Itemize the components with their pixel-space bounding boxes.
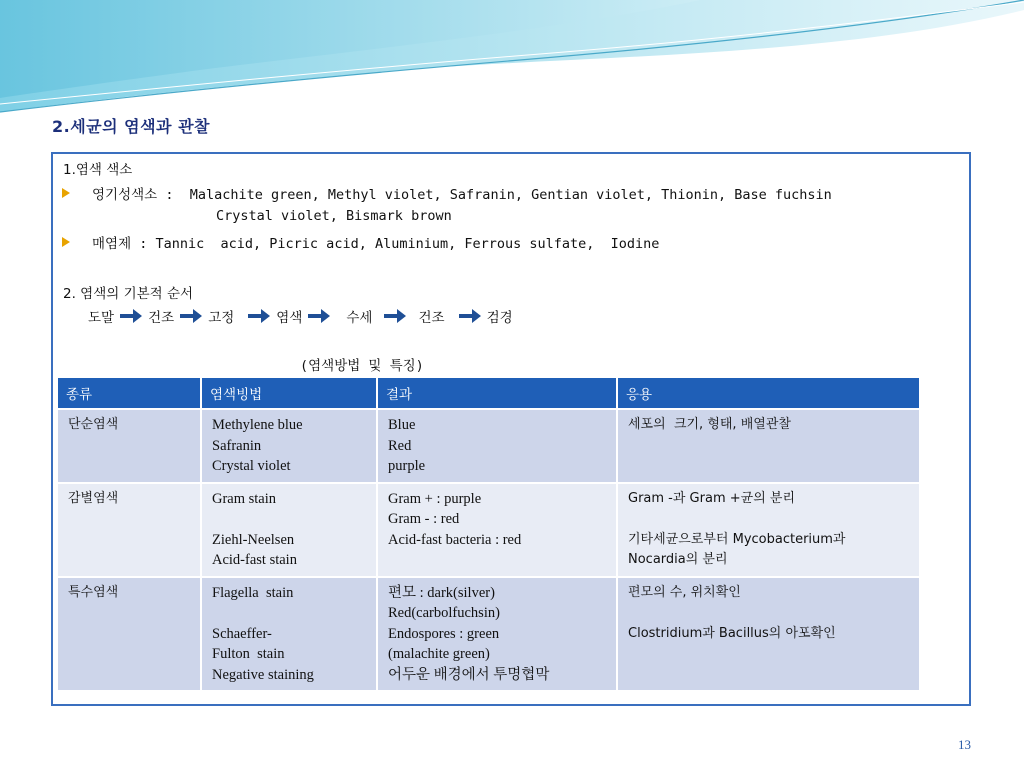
cell-line: Gram -과 Gram +균의 분리: [628, 490, 795, 506]
table-caption: (염색방법 및 특징): [300, 358, 424, 374]
cell-line: (malachite green): [388, 646, 490, 662]
cell-line: Ziehl-Neelsen: [212, 531, 295, 548]
cell-line: 특수염색: [68, 584, 119, 600]
cell-line: Gram - : red: [388, 511, 460, 527]
basic-dyes-line: 영기성색소 : Malachite green, Methyl violet, Safranin, Gentian violet, Thionin, Base fuchsin: [92, 187, 832, 203]
cell-line: 감별염색: [68, 490, 119, 506]
cell-line: Gram + : purple: [388, 490, 482, 507]
header-method: 염색빙법: [201, 377, 377, 409]
cell-line: Nocardia의 분리: [628, 552, 728, 567]
step-stain: 염색: [276, 310, 303, 326]
cell-line: Negative staining: [212, 666, 314, 683]
basic-dyes-line-2: Crystal violet, Bismark brown: [216, 208, 452, 224]
section1-heading: 1.염색 색소: [63, 162, 133, 178]
header-application: 응용: [617, 377, 920, 409]
cell-line: Acid-fast stain: [212, 552, 297, 568]
right-arrow-icon: [180, 309, 202, 323]
table-header-row: [57, 377, 920, 409]
cell-line: Endospores : green: [388, 625, 500, 642]
cell-line: [628, 509, 909, 530]
right-arrow-icon: [384, 309, 406, 323]
staining-table: [56, 376, 921, 692]
cell-type: [57, 577, 201, 692]
cell-line: Red: [388, 437, 412, 454]
page-number: 13: [958, 737, 971, 752]
cell-application: [617, 483, 920, 577]
cell-line: Schaeffer-: [212, 625, 272, 642]
cell-type: [57, 409, 201, 483]
cell-line: Methylene blue: [212, 417, 303, 433]
header-wave-decoration: [0, 0, 1024, 120]
step-dry-2: 건조: [418, 310, 445, 326]
header-result: 결과: [377, 377, 617, 409]
cell-line: Gram stain: [212, 490, 277, 507]
section2-heading: 2. 염색의 기본적 순서: [63, 286, 194, 302]
slide-title: 2.세균의 염색과 관찰: [52, 117, 210, 136]
right-arrow-icon: [459, 309, 481, 323]
cell-application: [617, 409, 920, 483]
cell-line: purple: [388, 458, 426, 474]
cell-result: [377, 409, 617, 483]
cell-method: [201, 483, 377, 577]
cell-line: Clostridium과 Bacillus의 아포확인: [628, 625, 836, 641]
bullet-arrow-icon: [62, 188, 70, 198]
table-row: [57, 483, 920, 577]
cell-line: 편모의 수, 위치확인: [628, 584, 741, 600]
cell-method: [201, 577, 377, 692]
cell-line: [212, 509, 366, 530]
step-examine: 검경: [486, 310, 513, 326]
cell-application: [617, 577, 920, 692]
cell-line: Blue: [388, 417, 416, 433]
cell-line: 편모 : dark(silver): [388, 584, 495, 601]
cell-method: [201, 409, 377, 483]
cell-line: 단순염색: [68, 417, 119, 432]
right-arrow-icon: [120, 309, 142, 323]
cell-line: Acid-fast bacteria : red: [388, 531, 522, 548]
staining-steps: [88, 306, 513, 326]
cell-line: 기타세균으로부터 Mycobacterium과: [628, 531, 846, 547]
cell-type: [57, 483, 201, 577]
cell-line: [628, 603, 909, 624]
step-fix: 고정: [208, 310, 235, 326]
table-row: [57, 409, 920, 483]
cell-line: Flagella stain: [212, 584, 294, 601]
cell-line: 어두운 배경에서 투명협막: [388, 666, 550, 683]
right-arrow-icon: [308, 309, 330, 323]
right-arrow-icon: [248, 309, 270, 323]
bullet-arrow-icon: [62, 237, 70, 247]
cell-line: 세포의 크기, 형태, 배열관찰: [628, 417, 791, 432]
cell-result: [377, 483, 617, 577]
cell-result: [377, 577, 617, 692]
step-rinse: 수세: [346, 310, 373, 326]
step-smear: 도말: [88, 310, 115, 326]
cell-line: Safranin: [212, 437, 262, 454]
cell-line: [212, 603, 366, 624]
header-type: 종류: [57, 377, 201, 409]
table-row: [57, 577, 920, 692]
cell-line: Fulton stain: [212, 646, 285, 662]
cell-line: Crystal violet: [212, 458, 291, 474]
mordant-line: 매염제 : Tannic acid, Picric acid, Aluminium, Ferrous sulfate, Iodine: [92, 236, 660, 252]
cell-line: Red(carbolfuchsin): [388, 605, 500, 621]
step-dry: 건조: [148, 310, 175, 326]
